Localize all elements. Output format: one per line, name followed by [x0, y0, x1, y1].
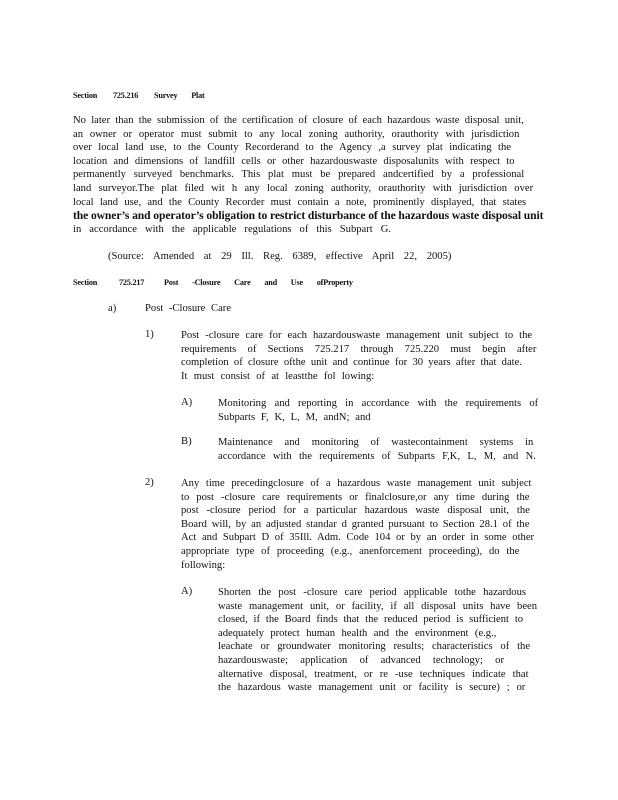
section-label: Section [73, 278, 98, 287]
item-line: Maintenance and monitoring of wastecontainment systems in [218, 437, 534, 448]
item-line: closed, if the Board finds that the reduced period is sufficient to [218, 614, 524, 626]
item-line: Board will, by an adjusted standar d granted pursuant to Section 28.1 of the [181, 518, 530, 530]
body-line: location and dimensions of landfill cells or other hazardouswaste disposalunits with respect to [73, 155, 515, 167]
item-1-text [181, 329, 538, 383]
body-line: an owner or operator must submit to any local zoning authority, orauthority with jurisdiction [73, 128, 520, 140]
item-line: following: [181, 559, 226, 571]
item-line: appropriate type of proceeding (e.g., anenforcement proceeding), do the [181, 545, 520, 557]
item-line: Monitoring and reporting in accordance with the requirements of [218, 398, 539, 409]
item-2A-text [218, 586, 538, 695]
item-line: It must consist of at leastthe fol lowing: [181, 370, 375, 382]
section-725-216-body [73, 114, 544, 236]
body-line: land surveyor.The plat filed wit h any local zoning authority, orauthority with jurisdiction over [73, 182, 534, 194]
item-line: Post -closure care for each hazardouswaste management unit subject to the [181, 330, 533, 341]
item-line: leachate or groundwater monitoring results; characteristics of the [218, 641, 531, 653]
item-line: Subparts F, K, L, M, andN; and [218, 411, 371, 423]
subsection-marker: a) [108, 303, 117, 314]
item-line: the hazardous waste management unit or facility is secure) ; or [218, 682, 526, 694]
item-line: to post -closure care requirements or finalclosure,or any time during the [181, 491, 530, 503]
body-line-emphasis: the owner’s and operator’s obligation to restrict disturbance of the hazardous waste disposal unit [73, 209, 544, 223]
item-line: Act and Subpart D of 35Ill. Adm. Code 104 or by an order in some other [181, 532, 535, 544]
body-line: No later than the submission of the certification of closure of each hazardous waste disposal unit, [73, 115, 524, 126]
body-line: permanently surveyed benchmarks. This plat must be prepared andcertified by a professional [73, 169, 525, 181]
item-marker: 1) [145, 329, 154, 340]
section-heading-725-216 [73, 91, 219, 100]
item-marker: A) [181, 397, 193, 408]
body-line: in accordance with the applicable regulations of this Subpart G. [73, 223, 392, 235]
item-line: hazardouswaste; application of advanced technology; or [218, 654, 504, 666]
item-line: adequately protect human health and the environment (e.g., [218, 627, 497, 639]
item-line: requirements of Sections 725.217 through 725.220 must begin after [181, 343, 537, 355]
item-line: Shorten the post -closure care period applicable tothe hazardous [218, 587, 527, 598]
section-title: Survey Plat [154, 91, 205, 100]
item-marker: A) [181, 586, 193, 597]
item-line: Any time precedingclosure of a hazardous waste management unit subject [181, 478, 532, 489]
section-title: Post -Closure Care and Use ofProperty [164, 278, 353, 287]
section-label: Section [73, 91, 98, 100]
item-2-text [181, 477, 538, 572]
body-line: local land use, and the County Recorder must contain a note, prominently displayed, that states [73, 196, 527, 208]
item-line: waste management unit, or facility, if all disposal units have been [218, 600, 538, 612]
body-line: over local land use, to the County Recorderand to the Agency ,a survey plat indicating the [73, 142, 511, 154]
section-number: 725.217 [118, 278, 145, 287]
source-note: (Source: Amended at 29 Ill. Reg. 6389, effective April 22, 2005) [108, 251, 452, 262]
subsection-title: Post -Closure Care [145, 303, 232, 314]
section-heading-725-217 [73, 278, 367, 287]
item-1A-text [218, 397, 539, 424]
item-marker: B) [181, 436, 192, 447]
item-line: accordance with the requirements of Subparts F,K, L, M, and N. [218, 450, 536, 462]
item-marker: 2) [145, 477, 154, 488]
item-1B-text [218, 436, 536, 463]
item-line: post -closure period for a particular hazardous waste disposal unit, the [181, 505, 530, 517]
item-line: completion of closure ofthe unit and continue for 30 years after that date. [181, 357, 522, 369]
section-number: 725.216 [112, 91, 139, 100]
item-line: alternative disposal, treatment, or re -use techniques indicate that [218, 668, 529, 680]
